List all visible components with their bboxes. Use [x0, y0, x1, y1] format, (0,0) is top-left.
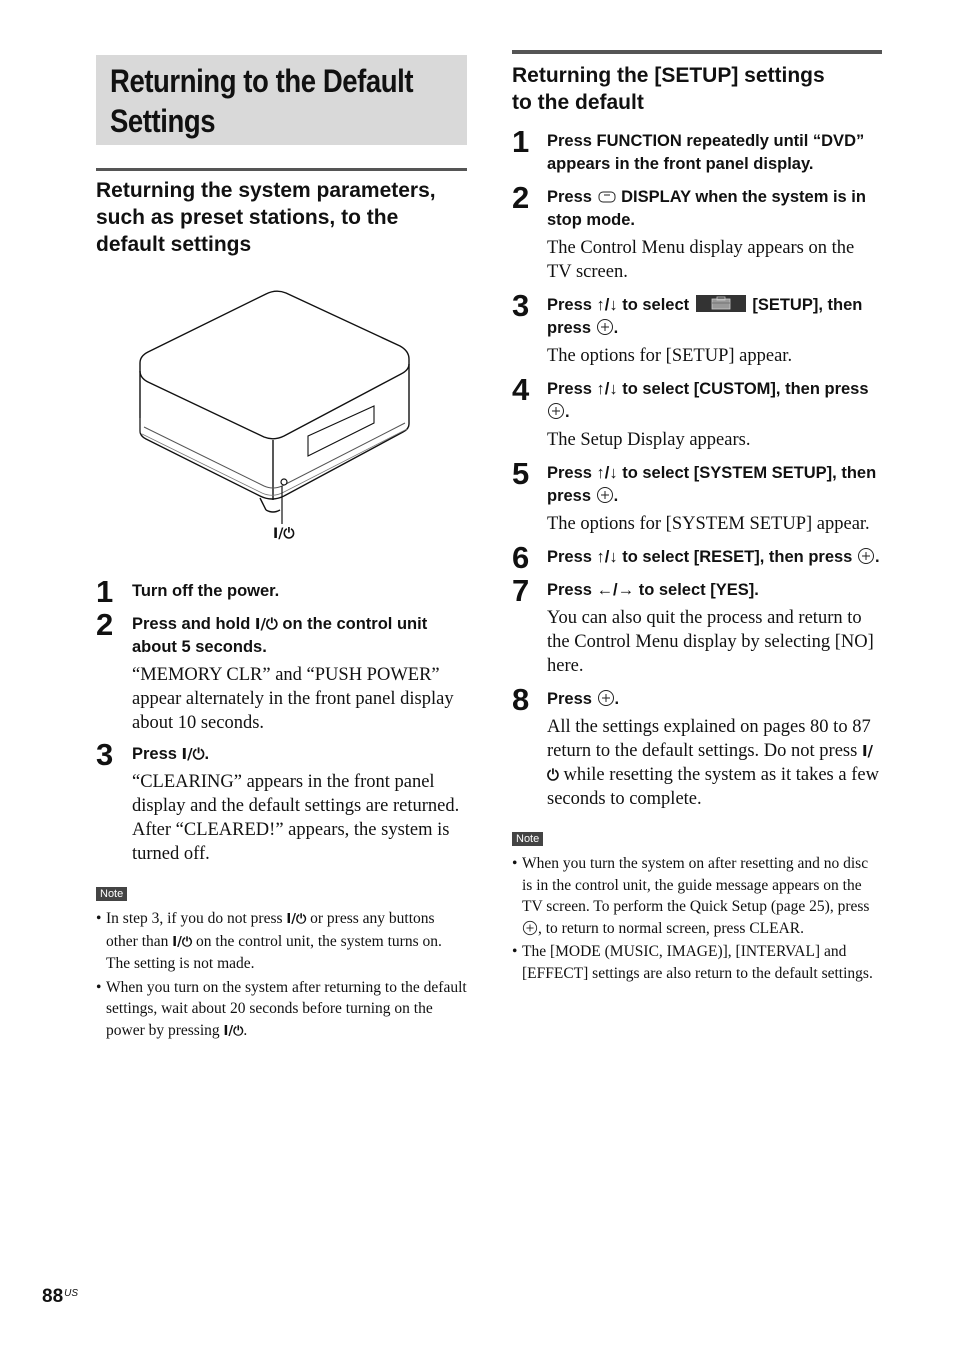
- step-description: The options for [SYSTEM SETUP] appear.: [547, 514, 870, 534]
- enter-button-icon: [596, 486, 614, 504]
- step-instruction: Press ←/→ to select [YES].: [547, 581, 759, 599]
- step-number: 2: [512, 180, 530, 215]
- step-number: 3: [512, 288, 530, 323]
- note-badge: Note: [96, 887, 127, 901]
- step-1: [96, 574, 467, 609]
- power-icon: I/⏻: [181, 745, 205, 763]
- step-instruction: Press ↑/↓ to select [CUSTOM], then press .: [547, 380, 869, 421]
- step-instruction: Press DISPLAY when the system is in stop mode.: [547, 188, 866, 229]
- step-instruction: Press ↑/↓ to select [SYSTEM SETUP], then press .: [547, 464, 877, 505]
- power-icon: I/⏻: [172, 934, 193, 950]
- step-description: The Control Menu display appears on the TV screen.: [547, 238, 855, 282]
- step-description: You can also quit the process and return to the Control Menu display by selecting [NO] here.: [547, 608, 874, 676]
- enter-button-icon: [522, 920, 538, 936]
- step-description: The options for [SETUP] appear.: [547, 346, 793, 366]
- note-item: • When you turn on the system after returning to the default settings, wait about 20 seconds before turning on the power by pressing I/⏻.: [96, 977, 467, 1043]
- step-8: [512, 682, 882, 811]
- page-number-suffix: US: [64, 1288, 79, 1299]
- step-1: [512, 124, 882, 176]
- step-3: [96, 737, 467, 866]
- page-number: $88^{US}$: [42, 1286, 79, 1307]
- page-title-line2: Settings: [110, 103, 216, 139]
- control-unit-figure: [96, 266, 467, 576]
- step-instruction: Press I/⏻.: [132, 745, 210, 763]
- step-description: “CLEARING” appears in the front panel display and the default settings are returned. After “CLEARED!” appears, the system is turned off.: [132, 772, 460, 864]
- page-title: [110, 61, 414, 141]
- note-section: [96, 884, 467, 1042]
- power-button-callout-label: I/⏻: [273, 526, 295, 542]
- section-rule: [512, 50, 882, 54]
- step-number: 8: [512, 682, 530, 717]
- step-number: 2: [96, 607, 114, 642]
- step-number: 1: [512, 124, 530, 159]
- step-6: [512, 540, 882, 575]
- right-subheading: Returning the [SETUP] settings to the default: [512, 64, 825, 114]
- note-section: [512, 829, 882, 984]
- left-subheading: Returning the system parameters, such as preset stations, to the default settings: [96, 179, 436, 256]
- power-icon: I/⏻: [286, 912, 307, 927]
- step-2: [512, 180, 882, 284]
- power-icon: I/⏻: [254, 615, 278, 633]
- enter-button-icon: [597, 689, 615, 707]
- step-4: [512, 372, 882, 452]
- enter-button-icon: [547, 402, 565, 420]
- right-column: [512, 50, 882, 986]
- note-item: • In step 3, if you do not press I/⏻ or press any buttons other than I/⏻ on the control unit, the system turns on. The setting is not made.: [96, 908, 467, 975]
- step-instruction: Turn off the power.: [132, 582, 280, 600]
- step-description: All the settings explained on pages 80 to 87 return to the default settings. Do not press I/⏻ while resetting the system as it takes a few seconds to complete.: [547, 717, 879, 809]
- left-column: [96, 55, 467, 1044]
- step-number: 5: [512, 456, 530, 491]
- page-title-box: [96, 55, 467, 145]
- note-list: [96, 908, 467, 1042]
- section-rule: [96, 168, 467, 171]
- step-7: [512, 573, 882, 678]
- step-2: [96, 607, 467, 735]
- enter-button-icon: [596, 318, 614, 336]
- display-button-icon: [597, 189, 617, 205]
- step-instruction: Press FUNCTION repeatedly until “DVD” appears in the front panel display.: [547, 132, 865, 173]
- step-instruction: Press ↑/↓ to select [SETUP], then press .: [547, 296, 863, 337]
- step-number: 7: [512, 573, 530, 608]
- page-title-line1: Returning to the Default: [110, 63, 414, 99]
- step-number: 1: [96, 574, 114, 609]
- note-item: • When you turn the system on after resetting and no disc is in the control unit, the guide message appears on the TV screen. To perform the Quick Setup (page 25), press , to return to normal screen, press CLEAR.: [512, 853, 882, 939]
- note-list: [512, 853, 882, 984]
- step-5: [512, 456, 882, 536]
- setup-toolbox-icon: [696, 295, 746, 312]
- step-number: 3: [96, 737, 114, 772]
- step-description: “MEMORY CLR” and “PUSH POWER” appear alternately in the front panel display about 10 seconds.: [132, 665, 454, 733]
- step-instruction: Press ↑/↓ to select [RESET], then press .: [547, 548, 880, 566]
- step-description: The Setup Display appears.: [547, 430, 751, 450]
- step-3: [512, 288, 882, 368]
- power-icon: I/⏻: [223, 1023, 244, 1039]
- note-item: • The [MODE (MUSIC, IMAGE)], [INTERVAL] and [EFFECT] settings are also return to the default settings.: [512, 941, 882, 984]
- step-instruction: Press .: [547, 690, 620, 708]
- note-badge: Note: [512, 832, 543, 846]
- step-instruction: Press and hold I/⏻ on the control unit about 5 seconds.: [132, 615, 428, 656]
- enter-button-icon: [857, 547, 875, 565]
- step-number: 6: [512, 540, 530, 575]
- step-number: 4: [512, 372, 530, 407]
- power-icon: I/⏻: [547, 742, 874, 784]
